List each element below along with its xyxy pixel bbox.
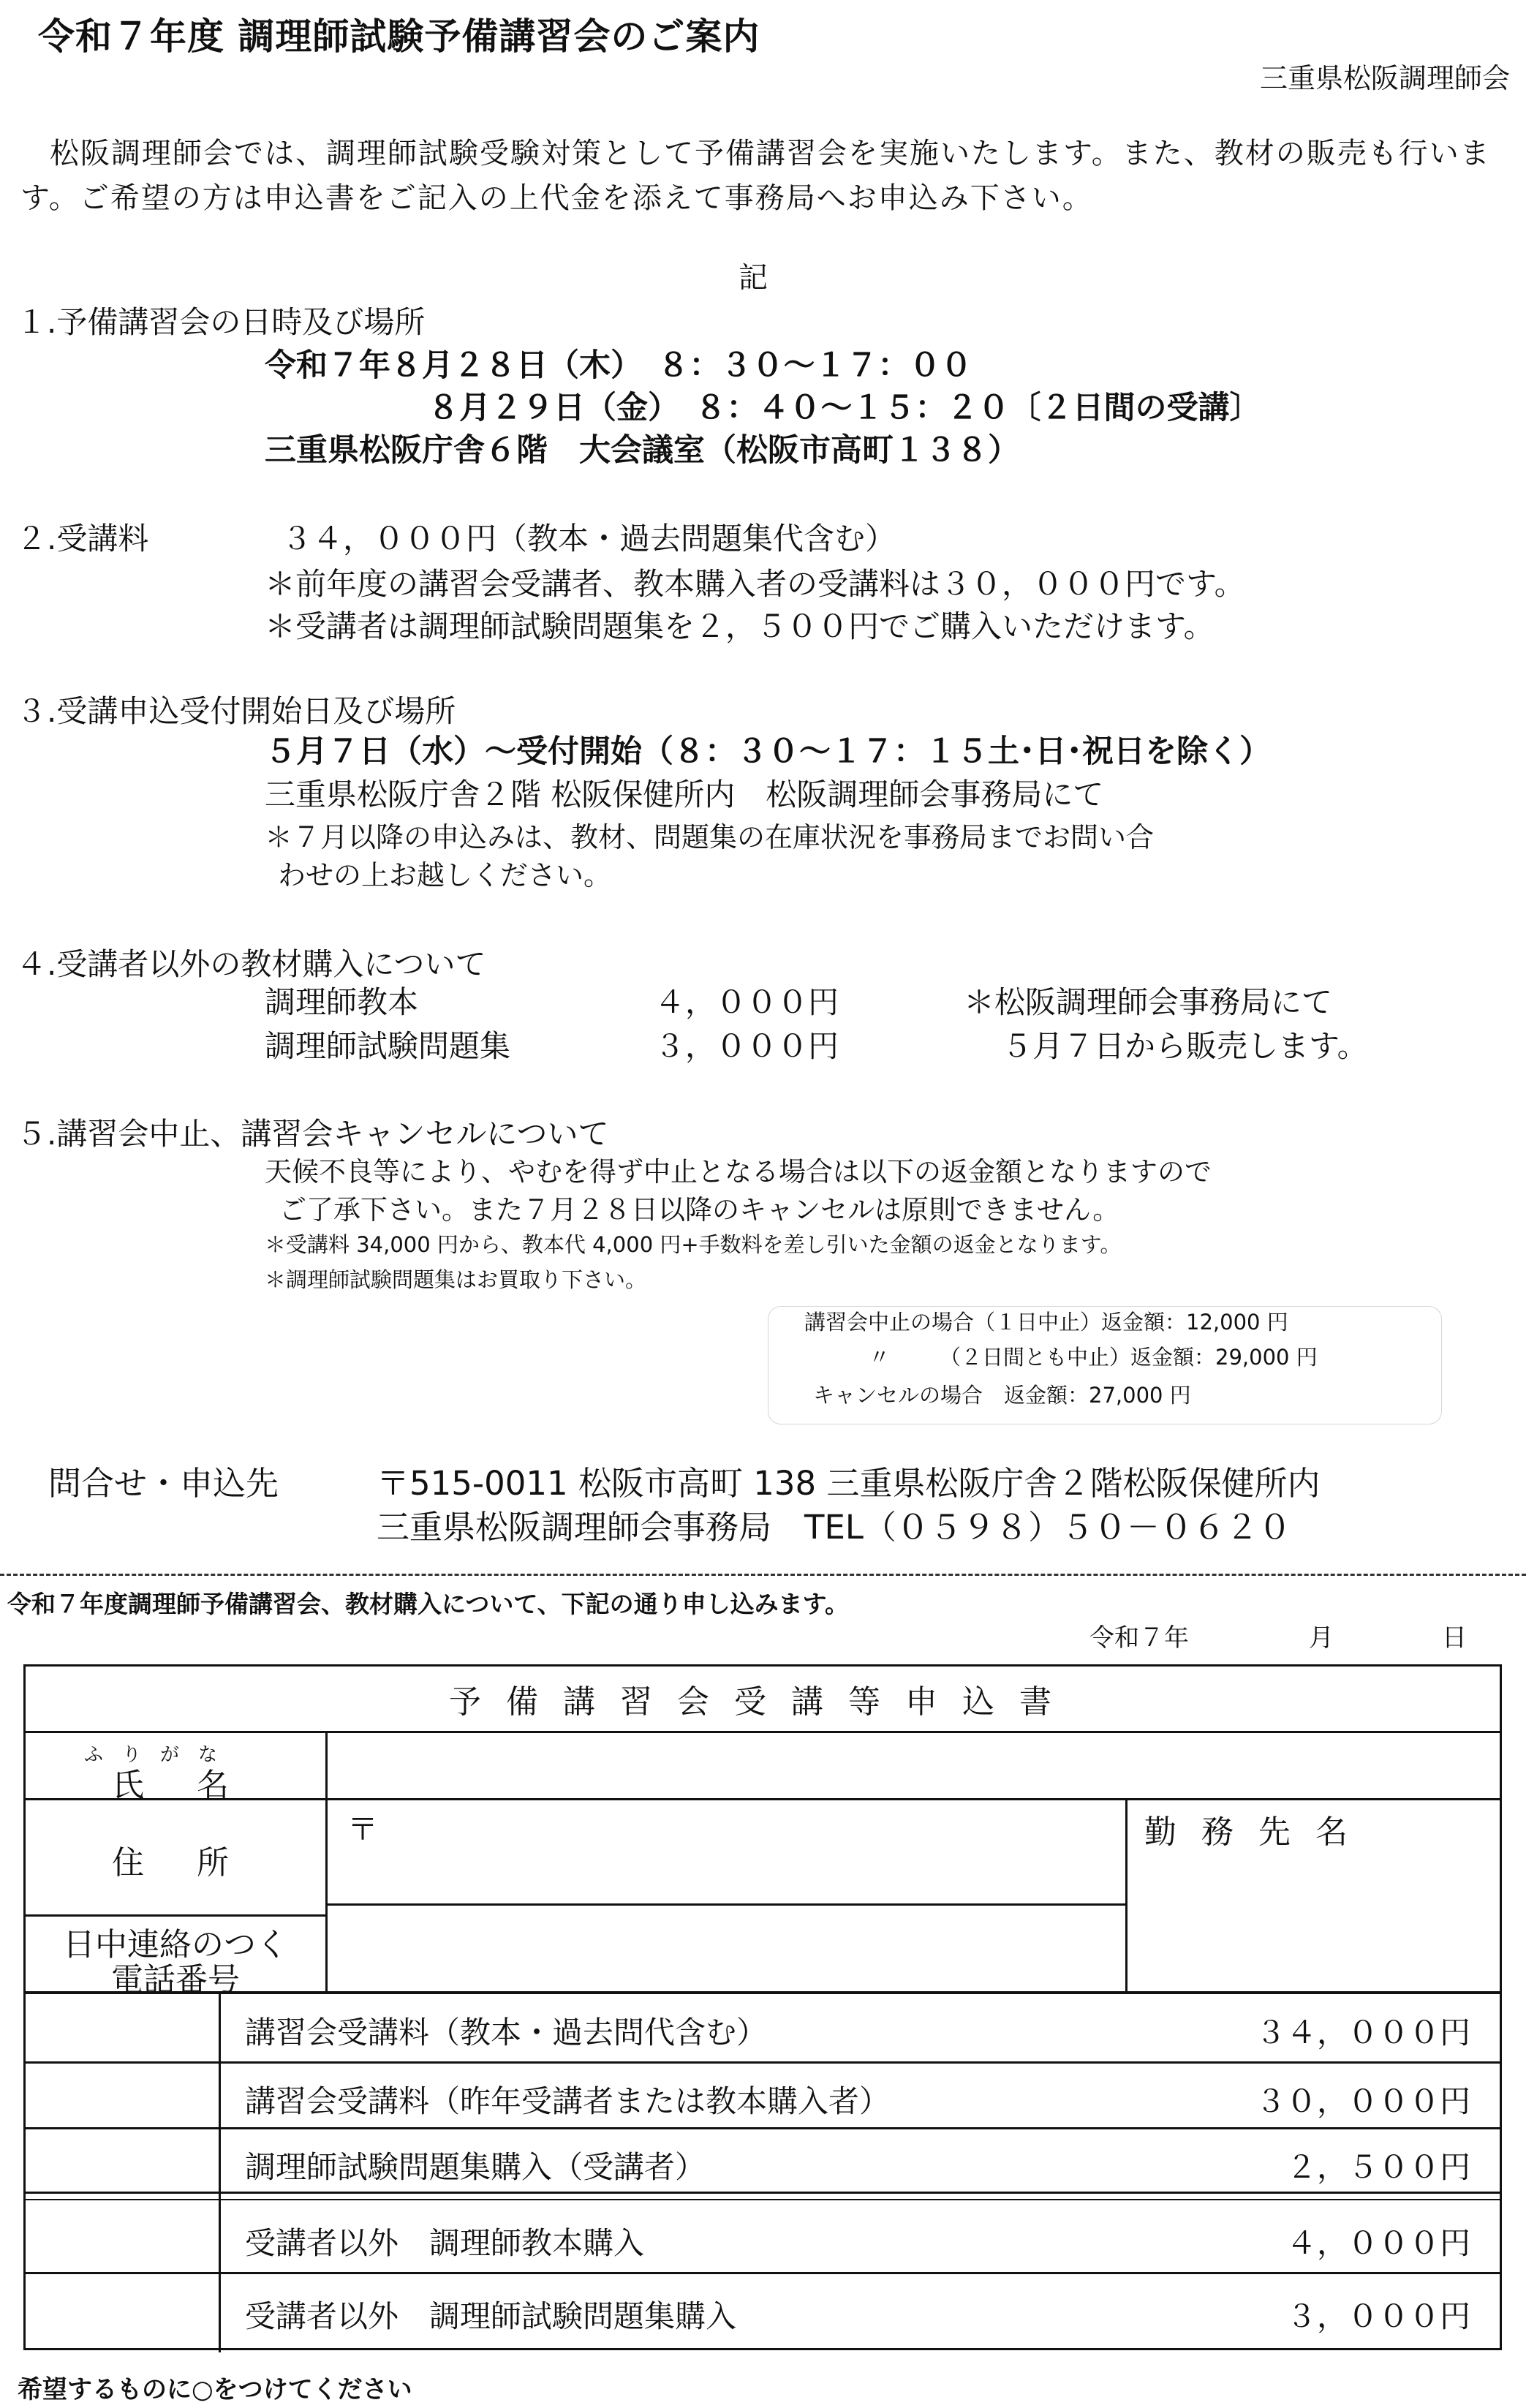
- furigana-label: ふりがな: [84, 1744, 237, 1766]
- contact-address: 〒515-0011 松阪市高町 138 三重県松阪庁舎２階松阪保健所内: [377, 1464, 1321, 1503]
- section4-note1: ＊松阪調理師会事務局にて: [964, 984, 1333, 1020]
- section4-item2: 調理師試験問題集: [265, 1028, 511, 1064]
- section2-note1: ＊前年度の講習会受講者、教本購入者の受講料は３０，０００円です。: [265, 566, 1245, 602]
- item-select-cell[interactable]: [26, 2200, 217, 2271]
- cut-line: [0, 1574, 1526, 1576]
- section1-venue: 三重県松阪庁舎６階 大会議室（松阪市高町１３８）: [265, 432, 1019, 469]
- item-select-cell[interactable]: [26, 1994, 217, 2060]
- section4-price1: ４，０００円: [654, 984, 839, 1020]
- section3-note2: わせの上お越しください。: [278, 859, 612, 891]
- order-item-price: ３４，０００円: [1255, 2015, 1470, 2050]
- intro-paragraph: 松阪調理師会では、調理師試験受験対策として予備講習会を実施いたします。また、教材の販売も行います。ご希望の方は申込書をご記入の上代金を添えて事務局へお申込み下さい。: [20, 137, 1491, 215]
- order-item-price: ４，０００円: [1285, 2225, 1470, 2261]
- section1-heading: １.予備講習会の日時及び場所: [16, 304, 426, 340]
- form-line: [325, 1903, 1125, 1906]
- form-line: [26, 2127, 1500, 2129]
- apply-statement: 令和７年度調理師予備講習会、教材購入について、下記の通り申し込みます。: [7, 1590, 850, 1618]
- section2-fee: ３４，０００円（教本・過去問題集代含む）: [282, 521, 896, 556]
- form-line: [26, 1914, 325, 1917]
- contact-label: 問合せ・申込先: [48, 1464, 279, 1503]
- item-select-cell[interactable]: [26, 2274, 217, 2347]
- order-item-label: 受講者以外 調理師教本購入: [245, 2225, 645, 2261]
- section4-heading: ４.受講者以外の教材購入について: [16, 946, 486, 982]
- section1-date1: 令和７年８月２８日（木） ８：３０～１７：００: [265, 347, 972, 384]
- item-select-cell[interactable]: [26, 2064, 217, 2126]
- workplace-field[interactable]: [1128, 1842, 1498, 1990]
- section4-item1: 調理師教本: [265, 984, 419, 1020]
- form-line: [219, 1991, 221, 2352]
- form-line: [26, 2061, 1500, 2064]
- form-line: [325, 1731, 328, 1991]
- section2-heading: ２.受講料: [16, 521, 149, 556]
- order-item-label: 講習会受講料（昨年受講者または教本購入者）: [245, 2083, 891, 2119]
- date-month: 月: [1309, 1623, 1334, 1653]
- order-item-price: ３０，０００円: [1255, 2083, 1470, 2119]
- order-item-label: 受講者以外 調理師試験問題集購入: [245, 2298, 737, 2334]
- section5-heading: ５.講習会中止、講習会キャンセルについて: [16, 1116, 609, 1152]
- selection-instruction: 希望するものに○をつけてください: [18, 2375, 412, 2404]
- section4-price2: ３，０００円: [654, 1028, 839, 1064]
- application-form: [23, 1664, 1502, 2350]
- postal-mark: 〒: [347, 1811, 379, 1847]
- section3-heading: ３.受講申込受付開始日及び場所: [16, 693, 456, 729]
- item-select-cell[interactable]: [26, 2129, 217, 2191]
- name-label: 氏 名: [112, 1767, 239, 1804]
- order-item-price: ２，５００円: [1285, 2149, 1470, 2185]
- refund-cancellation: キャンセルの場合 返金額：27,000 円: [813, 1383, 1191, 1408]
- section5-note2: ＊調理師試験問題集はお買取り下さい。: [265, 1267, 647, 1292]
- phone-label-line1: 日中連絡のつく: [63, 1926, 288, 1963]
- refund-cancel-1day: 講習会中止の場合（１日中止）返金額：12,000 円: [804, 1310, 1288, 1335]
- address-label: 住 所: [112, 1844, 239, 1882]
- address-field[interactable]: [328, 1801, 1124, 1902]
- section5-note1: ＊受講料 34,000 円から、教本代 4,000 円+手数料を差し引いた金額の返金となります。: [265, 1232, 1122, 1257]
- form-header: 予備講習会受講等申込書: [449, 1683, 1076, 1721]
- order-item-label: 講習会受講料（教本・過去問代含む）: [245, 2015, 768, 2050]
- date-day: 日: [1442, 1623, 1467, 1653]
- phone-field[interactable]: [328, 1906, 1124, 1990]
- ki-mark: 記: [739, 261, 768, 295]
- date-era: 令和７年: [1089, 1623, 1189, 1653]
- name-field[interactable]: [328, 1734, 1498, 1797]
- form-line: [26, 2199, 1500, 2200]
- section1-date2: ８月２９日（金） ８：４０～１５：２０〔２日間の受講〕: [428, 390, 1261, 426]
- section2-note2: ＊受講者は調理師試験問題集を２，５００円でご購入いただけます。: [265, 608, 1215, 644]
- contact-office-phone: 三重県松阪調理師会事務局 TEL（０５９８）５０－０６２０: [377, 1508, 1291, 1547]
- form-line: [26, 2272, 1500, 2274]
- form-line: [26, 2192, 1500, 2194]
- section3-location: 三重県松阪庁舎２階 松阪保健所内 松阪調理師会事務局にて: [265, 777, 1104, 812]
- form-line: [26, 1731, 1500, 1733]
- section5-line1: 天候不良等により、やむを得ず中止となる場合は以下の返金額となりますので: [265, 1156, 1212, 1188]
- section4-note2: ５月７日から販売します。: [1002, 1028, 1368, 1064]
- section3-note1: ＊７月以降の申込みは、教材、問題集の在庫状況を事務局までお問い合: [265, 821, 1155, 853]
- workplace-label: 勤 務 先 名: [1144, 1813, 1355, 1851]
- page-title: 令和７年度 調理師試験予備講習会のご案内: [38, 15, 760, 58]
- refund-ditto-mark: 〃: [869, 1345, 891, 1370]
- section3-period: ５月７日（水）～受付開始（８：３０～１７：１５土･日･祝日を除く）: [265, 733, 1271, 770]
- order-item-price: ３，０００円: [1285, 2298, 1470, 2334]
- order-item-label: 調理師試験問題集購入（受講者）: [245, 2149, 706, 2185]
- organization-name: 三重県松阪調理師会: [1259, 62, 1510, 94]
- form-line: [1125, 1798, 1127, 1991]
- phone-label-line2: 電話番号: [111, 1961, 240, 1999]
- refund-cancel-2day: （２日間とも中止）返金額：29,000 円: [940, 1345, 1318, 1370]
- section5-line2: ご了承下さい。また７月２８日以降のキャンセルは原則できません。: [279, 1194, 1120, 1226]
